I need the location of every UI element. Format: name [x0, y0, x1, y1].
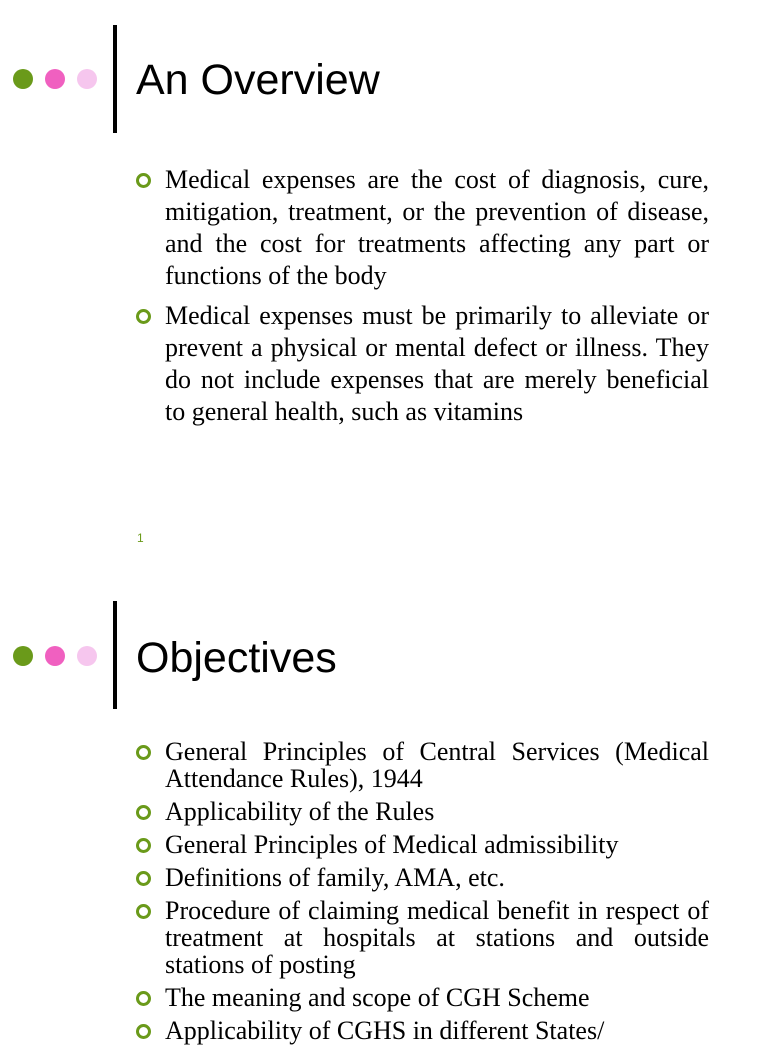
- bullet-text: Medical expenses are the cost of diagnosis, cure, mitigation, treatment, or the prevention of disease, and the cost for treatments affecting any part or functions of the body: [165, 165, 709, 290]
- light-pink-dot-icon: [77, 646, 97, 666]
- circle-bullet-icon: [136, 173, 151, 188]
- bullet-text: Medical expenses must be primarily to alleviate or prevent a physical or mental defect or illness. They do not include expenses that are merely beneficial to general health, such as vitamins: [165, 301, 709, 426]
- list-item: [136, 798, 709, 825]
- circle-bullet-icon: [136, 871, 151, 886]
- title-decoration-dots: [13, 646, 99, 666]
- green-dot-icon: [13, 69, 33, 89]
- light-pink-dot-icon: [77, 69, 97, 89]
- list-item: [136, 300, 709, 428]
- list-item: [136, 984, 709, 1011]
- circle-bullet-icon: [136, 745, 151, 760]
- bullet-text: Definitions of family, AMA, etc.: [165, 863, 505, 892]
- circle-bullet-icon: [136, 309, 151, 324]
- list-item: [136, 897, 709, 978]
- pink-dot-icon: [45, 69, 65, 89]
- title-decoration-dots: [13, 69, 99, 89]
- circle-bullet-icon: [136, 991, 151, 1006]
- circle-bullet-icon: [136, 904, 151, 919]
- slide-objectives: [0, 576, 768, 1045]
- bullet-text: Procedure of claiming medical benefit in respect of treatment at hospitals at stations and outside stations of posting: [165, 896, 709, 979]
- pink-dot-icon: [45, 646, 65, 666]
- circle-bullet-icon: [136, 1024, 151, 1039]
- bullet-text: General Principles of Central Services (Medical Attendance Rules), 1944: [165, 737, 709, 793]
- bullet-text: The meaning and scope of CGH Scheme: [165, 983, 590, 1012]
- circle-bullet-icon: [136, 805, 151, 820]
- list-item: [136, 1017, 709, 1044]
- slide-number: 1: [137, 531, 144, 545]
- circle-bullet-icon: [136, 838, 151, 853]
- slide-title: Objectives: [136, 634, 337, 682]
- bullet-list: [136, 738, 709, 1050]
- bullet-text: Applicability of CGHS in different States/: [165, 1016, 605, 1045]
- bullet-text: General Principles of Medical admissibility: [165, 830, 619, 859]
- slide-title: An Overview: [136, 56, 380, 104]
- list-item: [136, 864, 709, 891]
- green-dot-icon: [13, 646, 33, 666]
- title-divider: [113, 601, 117, 709]
- list-item: [136, 831, 709, 858]
- title-divider: [113, 25, 117, 133]
- list-item: [136, 164, 709, 292]
- list-item: [136, 738, 709, 792]
- bullet-text: Applicability of the Rules: [165, 797, 435, 826]
- bullet-list: [136, 164, 709, 436]
